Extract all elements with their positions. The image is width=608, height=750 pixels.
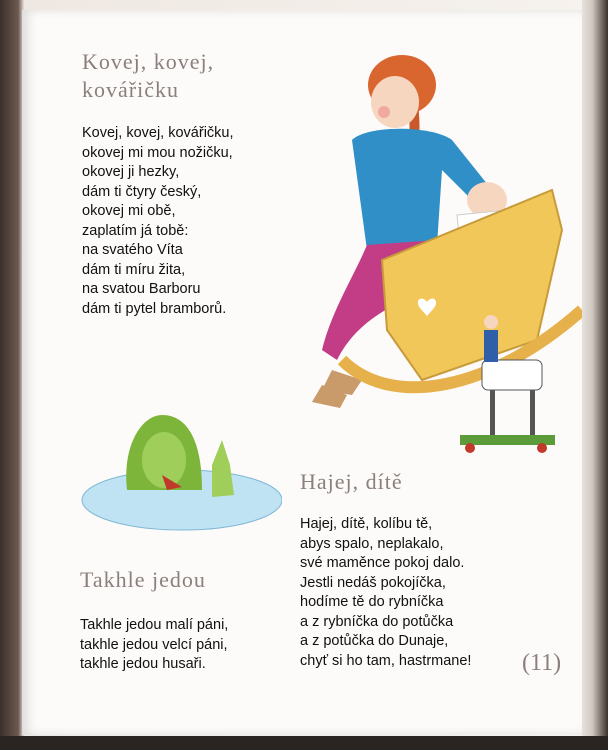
poem3-title: Takhle jedou [80, 567, 206, 592]
poem1-title-line1: Kovej, kovej, [82, 49, 215, 74]
page-stack-edge [582, 0, 608, 750]
poem1-title [82, 48, 214, 104]
page-number: (11) [522, 650, 562, 676]
poem2-text: Hajej, dítě, kolíbu tě, abys spalo, neplakalo, své maměnce pokoj dalo. Jestli nedáš pokojíčka, hodíme tě do rybníčka a z rybníčka do potůčka a z potůčka do Dunaje, chyť si ho tam, hastrmane! [300, 516, 472, 669]
poem2-title: Hajej, dítě [300, 469, 403, 494]
poem1-title-line2: kovářičku [82, 77, 179, 102]
mother-cradle-illustration [292, 40, 582, 460]
book-page [22, 10, 582, 735]
waterman-illustration [72, 405, 282, 540]
bottom-edge [0, 736, 608, 750]
poem1-text: Kovej, kovej, kovářičku, okovej mi mou nožičku, okovej ji hezky, dám ti čtyry český, okovej mi obě, zaplatím já tobě: na svatého Víta dám ti míru žita, na svatou Barboru dám ti pytel bramborů. [82, 125, 234, 317]
poem3-text: Takhle jedou malí páni, takhle jedou velcí páni, takhle jedou husaři. [80, 617, 229, 672]
